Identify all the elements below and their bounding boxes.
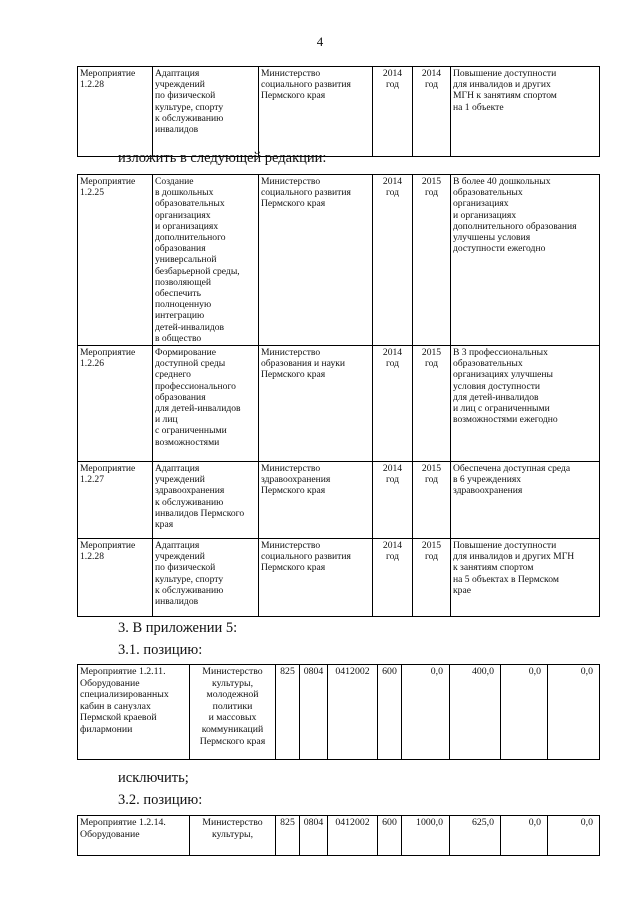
event-name: Адаптация учреждений по физической культуре, спорту к обслуживанию инвалидов — [153, 67, 259, 157]
event-id: Мероприятие 1.2.26 — [78, 346, 153, 462]
table-row — [78, 462, 600, 539]
event-name: Адаптация учреждений по физической культуре, спорту к обслуживанию инвалидов — [153, 539, 259, 617]
end-year: 2015 год — [413, 539, 451, 617]
paragraph-new-edition: изложить в следующей редакции: — [118, 150, 327, 166]
result: В 3 профессиональных образовательных организациях улучшены условия доступности для детей-инвалидов и лиц с ограниченными возможностями ежегодно — [451, 346, 600, 462]
paragraph-appendix-5: 3. В приложении 5: — [118, 620, 238, 636]
paragraph-3-2: 3.2. позицию: — [118, 792, 203, 808]
code-admin: 825 — [276, 665, 300, 760]
end-year: 2015 год — [413, 175, 451, 346]
event-name: Адаптация учреждений здравоохранения к обслуживанию инвалидов Пермского края — [153, 462, 259, 539]
ministry: Министерство культуры, молодежной политики и массовых коммуникаций Пермского края — [190, 665, 276, 760]
event-id: Мероприятие 1.2.25 — [78, 175, 153, 346]
value-2015: 400,0 — [450, 665, 501, 760]
value-2016: 0,0 — [501, 665, 548, 760]
value-2016: 0,0 — [501, 816, 548, 856]
table-row — [78, 175, 600, 346]
result: В более 40 дошкольных образовательных организациях и организациях дополнительного образования улучшены условия доступности ежегодно — [451, 175, 600, 346]
result: Повышение доступности для инвалидов и других МГН к занятиям спортом на 1 объекте — [451, 67, 600, 157]
end-year: 2015 год — [413, 462, 451, 539]
value-2015: 625,0 — [450, 816, 501, 856]
event-id: Мероприятие 1.2.28 — [78, 67, 153, 157]
ministry: Министерство культуры, — [190, 816, 276, 856]
table-row — [78, 539, 600, 617]
table-row — [78, 67, 600, 157]
start-year: 2014 год — [373, 67, 413, 157]
event-id: Мероприятие 1.2.27 — [78, 462, 153, 539]
code-type: 600 — [378, 665, 402, 760]
ministry: Министерство социального развития Пермского края — [259, 539, 373, 617]
table-position-1-2-11 — [77, 664, 600, 760]
code-type: 600 — [378, 816, 402, 856]
result: Повышение доступности для инвалидов и других МГН к занятиям спортом на 5 объектах в Пермском крае — [451, 539, 600, 617]
ministry: Министерство образования и науки Пермского края — [259, 346, 373, 462]
table-row — [78, 816, 600, 856]
code-admin: 825 — [276, 816, 300, 856]
table-new-edition — [77, 174, 600, 617]
table-position-1-2-14 — [77, 815, 600, 856]
code-target: 0412002 — [328, 816, 378, 856]
event-id: Мероприятие 1.2.28 — [78, 539, 153, 617]
ministry: Министерство социального развития Пермского края — [259, 67, 373, 157]
code-section: 0804 — [300, 665, 328, 760]
value-2014: 1000,0 — [402, 816, 450, 856]
start-year: 2014 год — [373, 346, 413, 462]
value-2014: 0,0 — [402, 665, 450, 760]
table-row — [78, 665, 600, 760]
event-name: Формирование доступной среды среднего профессионального образования для детей-инвалидов и лиц с ограниченными возможностями — [153, 346, 259, 462]
end-year: 2015 год — [413, 346, 451, 462]
start-year: 2014 год — [373, 175, 413, 346]
event-name: Создание в дошкольных образовательных организациях и организациях дополнительного образования универсальной безбарьерной среды, позволяющей обеспечить полноценную интеграцию детей-инвалидов в общество — [153, 175, 259, 346]
ministry: Министерство социального развития Пермского края — [259, 175, 373, 346]
event-name: Мероприятие 1.2.11. Оборудование специализированных кабин в санузлах Пермской краевой филармонии — [78, 665, 190, 760]
code-section: 0804 — [300, 816, 328, 856]
start-year: 2014 год — [373, 539, 413, 617]
value-2017: 0,0 — [548, 665, 600, 760]
code-target: 0412002 — [328, 665, 378, 760]
result: Обеспечена доступная среда в 6 учреждениях здравоохранения — [451, 462, 600, 539]
value-2017: 0,0 — [548, 816, 600, 856]
page-number: 4 — [316, 34, 324, 49]
event-name: Мероприятие 1.2.14. Оборудование — [78, 816, 190, 856]
paragraph-3-1: 3.1. позицию: — [118, 642, 203, 658]
paragraph-exclude: исключить; — [118, 770, 189, 786]
table-row — [78, 346, 600, 462]
ministry: Министерство здравоохранения Пермского края — [259, 462, 373, 539]
start-year: 2014 год — [373, 462, 413, 539]
end-year: 2014 год — [413, 67, 451, 157]
table-old-position — [77, 66, 600, 157]
